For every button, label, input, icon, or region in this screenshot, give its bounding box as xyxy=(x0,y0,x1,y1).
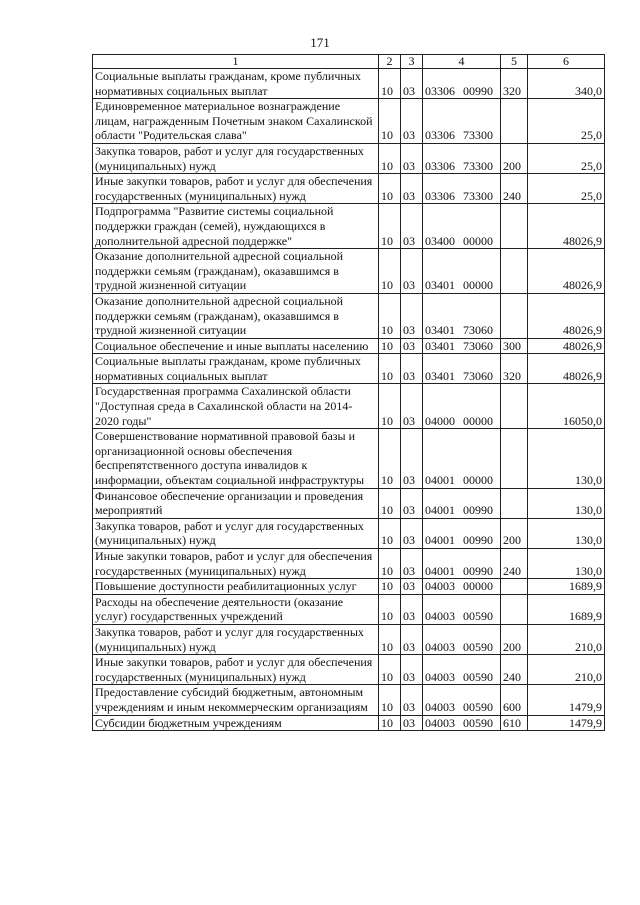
table-row xyxy=(93,354,605,384)
target-article-cell: 03401 73060 xyxy=(423,354,501,384)
table-row xyxy=(93,579,605,595)
subsection-code-cell: 03 xyxy=(401,429,423,488)
table-row xyxy=(93,549,605,579)
table-body xyxy=(93,69,605,731)
target-article-cell: 03306 73300 xyxy=(423,99,501,144)
amount-cell: 48026,9 xyxy=(528,293,605,338)
row-name-cell: Субсидии бюджетным учреждениям xyxy=(93,715,379,731)
section-code-cell: 10 xyxy=(379,293,401,338)
table-row xyxy=(93,594,605,624)
section-code-cell: 10 xyxy=(379,384,401,429)
target-article-cell: 03306 73300 xyxy=(423,174,501,204)
row-name-cell: Иные закупки товаров, работ и услуг для обеспечения государственных (муниципальных) нужд xyxy=(93,174,379,204)
amount-cell: 210,0 xyxy=(528,624,605,654)
target-article-cell: 03401 73060 xyxy=(423,338,501,354)
amount-cell: 1479,9 xyxy=(528,685,605,715)
table-row xyxy=(93,293,605,338)
table-row xyxy=(93,488,605,518)
amount-cell: 48026,9 xyxy=(528,204,605,249)
target-article-cell: 04000 00000 xyxy=(423,384,501,429)
row-name-cell: Совершенствование нормативной правовой базы и организационной основы обеспечения беспрепятственного доступа инвалидов к информации, объектам социальной инфраструктуры xyxy=(93,429,379,488)
expense-type-cell xyxy=(501,99,528,144)
subsection-code-cell: 03 xyxy=(401,549,423,579)
amount-cell: 1689,9 xyxy=(528,579,605,595)
expense-type-cell xyxy=(501,579,528,595)
col-header-3: 3 xyxy=(401,55,423,69)
row-name-cell: Социальные выплаты гражданам, кроме публичных нормативных социальных выплат xyxy=(93,354,379,384)
amount-cell: 130,0 xyxy=(528,429,605,488)
subsection-code-cell: 03 xyxy=(401,685,423,715)
amount-cell: 48026,9 xyxy=(528,354,605,384)
section-code-cell: 10 xyxy=(379,204,401,249)
table-row xyxy=(93,69,605,99)
row-name-cell: Государственная программа Сахалинской области "Доступная среда в Сахалинской области на 2014-2020 годы" xyxy=(93,384,379,429)
table-row xyxy=(93,384,605,429)
amount-cell: 48026,9 xyxy=(528,338,605,354)
table-row xyxy=(93,338,605,354)
amount-cell: 210,0 xyxy=(528,655,605,685)
subsection-code-cell: 03 xyxy=(401,354,423,384)
table-row xyxy=(93,99,605,144)
budget-table xyxy=(92,54,605,731)
expense-type-cell: 600 xyxy=(501,685,528,715)
section-code-cell: 10 xyxy=(379,174,401,204)
expense-type-cell: 240 xyxy=(501,549,528,579)
page-number: 171 xyxy=(310,35,330,50)
expense-type-cell: 240 xyxy=(501,174,528,204)
target-article-cell: 04003 00000 xyxy=(423,579,501,595)
expense-type-cell: 610 xyxy=(501,715,528,731)
subsection-code-cell: 03 xyxy=(401,715,423,731)
amount-cell: 25,0 xyxy=(528,143,605,173)
row-name-cell: Иные закупки товаров, работ и услуг для обеспечения государственных (муниципальных) нужд xyxy=(93,655,379,685)
subsection-code-cell: 03 xyxy=(401,579,423,595)
table-row xyxy=(93,685,605,715)
row-name-cell: Оказание дополнительной адресной социальной поддержки семьям (гражданам), оказавшимся в трудной жизненной ситуации xyxy=(93,293,379,338)
amount-cell: 48026,9 xyxy=(528,249,605,294)
row-name-cell: Закупка товаров, работ и услуг для государственных (муниципальных) нужд xyxy=(93,518,379,548)
amount-cell: 130,0 xyxy=(528,549,605,579)
amount-cell: 25,0 xyxy=(528,99,605,144)
section-code-cell: 10 xyxy=(379,354,401,384)
table-row xyxy=(93,174,605,204)
row-name-cell: Повышение доступности реабилитационных услуг xyxy=(93,579,379,595)
row-name-cell: Финансовое обеспечение организации и проведения мероприятий xyxy=(93,488,379,518)
subsection-code-cell: 03 xyxy=(401,143,423,173)
expense-type-cell: 200 xyxy=(501,518,528,548)
section-code-cell: 10 xyxy=(379,685,401,715)
subsection-code-cell: 03 xyxy=(401,594,423,624)
expense-type-cell: 200 xyxy=(501,624,528,654)
subsection-code-cell: 03 xyxy=(401,488,423,518)
subsection-code-cell: 03 xyxy=(401,99,423,144)
table-row xyxy=(93,249,605,294)
target-article-cell: 04003 00590 xyxy=(423,624,501,654)
row-name-cell: Предоставление субсидий бюджетным, автономным учреждениям и иным некоммерческим организациям xyxy=(93,685,379,715)
target-article-cell: 04001 00990 xyxy=(423,518,501,548)
col-header-6: 6 xyxy=(528,55,605,69)
amount-cell: 1479,9 xyxy=(528,715,605,731)
section-code-cell: 10 xyxy=(379,624,401,654)
expense-type-cell: 240 xyxy=(501,655,528,685)
target-article-cell: 03306 00990 xyxy=(423,69,501,99)
row-name-cell: Социальные выплаты гражданам, кроме публичных нормативных социальных выплат xyxy=(93,69,379,99)
target-article-cell: 04001 00000 xyxy=(423,429,501,488)
col-header-5: 5 xyxy=(501,55,528,69)
table-row xyxy=(93,429,605,488)
section-code-cell: 10 xyxy=(379,338,401,354)
section-code-cell: 10 xyxy=(379,549,401,579)
header-row xyxy=(93,55,605,69)
expense-type-cell: 320 xyxy=(501,354,528,384)
target-article-cell: 04001 00990 xyxy=(423,549,501,579)
section-code-cell: 10 xyxy=(379,488,401,518)
col-header-2: 2 xyxy=(379,55,401,69)
expense-type-cell xyxy=(501,429,528,488)
target-article-cell: 04001 00990 xyxy=(423,488,501,518)
section-code-cell: 10 xyxy=(379,69,401,99)
row-name-cell: Социальное обеспечение и иные выплаты населению xyxy=(93,338,379,354)
expense-type-cell xyxy=(501,204,528,249)
expense-type-cell: 300 xyxy=(501,338,528,354)
col-header-1: 1 xyxy=(93,55,379,69)
subsection-code-cell: 03 xyxy=(401,69,423,99)
target-article-cell: 03306 73300 xyxy=(423,143,501,173)
row-name-cell: Подпрограмма "Развитие системы социальной поддержки граждан (семей), нуждающихся в дополнительной адресной поддержке" xyxy=(93,204,379,249)
section-code-cell: 10 xyxy=(379,715,401,731)
section-code-cell: 10 xyxy=(379,655,401,685)
row-name-cell: Расходы на обеспечение деятельности (оказание услуг) государственных учреждений xyxy=(93,594,379,624)
amount-cell: 130,0 xyxy=(528,518,605,548)
subsection-code-cell: 03 xyxy=(401,655,423,685)
subsection-code-cell: 03 xyxy=(401,249,423,294)
target-article-cell: 03401 73060 xyxy=(423,293,501,338)
target-article-cell: 04003 00590 xyxy=(423,655,501,685)
subsection-code-cell: 03 xyxy=(401,174,423,204)
target-article-cell: 03400 00000 xyxy=(423,204,501,249)
section-code-cell: 10 xyxy=(379,429,401,488)
table-row xyxy=(93,204,605,249)
subsection-code-cell: 03 xyxy=(401,624,423,654)
target-article-cell: 03401 00000 xyxy=(423,249,501,294)
expense-type-cell: 200 xyxy=(501,143,528,173)
section-code-cell: 10 xyxy=(379,594,401,624)
table-row xyxy=(93,518,605,548)
amount-cell: 1689,9 xyxy=(528,594,605,624)
section-code-cell: 10 xyxy=(379,249,401,294)
target-article-cell: 04003 00590 xyxy=(423,594,501,624)
table-row xyxy=(93,715,605,731)
table-row xyxy=(93,624,605,654)
expense-type-cell xyxy=(501,249,528,294)
section-code-cell: 10 xyxy=(379,579,401,595)
amount-cell: 340,0 xyxy=(528,69,605,99)
subsection-code-cell: 03 xyxy=(401,204,423,249)
target-article-cell: 04003 00590 xyxy=(423,685,501,715)
target-article-cell: 04003 00590 xyxy=(423,715,501,731)
expense-type-cell xyxy=(501,594,528,624)
row-name-cell: Единовременное материальное вознаграждение лицам, награжденным Почетным знаком Сахалинской области "Родительская слава" xyxy=(93,99,379,144)
expense-type-cell xyxy=(501,384,528,429)
expense-type-cell xyxy=(501,488,528,518)
amount-cell: 130,0 xyxy=(528,488,605,518)
section-code-cell: 10 xyxy=(379,518,401,548)
section-code-cell: 10 xyxy=(379,99,401,144)
row-name-cell: Закупка товаров, работ и услуг для государственных (муниципальных) нужд xyxy=(93,624,379,654)
subsection-code-cell: 03 xyxy=(401,518,423,548)
subsection-code-cell: 03 xyxy=(401,384,423,429)
subsection-code-cell: 03 xyxy=(401,293,423,338)
table-row xyxy=(93,655,605,685)
amount-cell: 16050,0 xyxy=(528,384,605,429)
row-name-cell: Иные закупки товаров, работ и услуг для обеспечения государственных (муниципальных) нужд xyxy=(93,549,379,579)
expense-type-cell: 320 xyxy=(501,69,528,99)
section-code-cell: 10 xyxy=(379,143,401,173)
table-row xyxy=(93,143,605,173)
expense-type-cell xyxy=(501,293,528,338)
row-name-cell: Оказание дополнительной адресной социальной поддержки семьям (гражданам), оказавшимся в трудной жизненной ситуации xyxy=(93,249,379,294)
amount-cell: 25,0 xyxy=(528,174,605,204)
subsection-code-cell: 03 xyxy=(401,338,423,354)
col-header-4: 4 xyxy=(423,55,501,69)
row-name-cell: Закупка товаров, работ и услуг для государственных (муниципальных) нужд xyxy=(93,143,379,173)
